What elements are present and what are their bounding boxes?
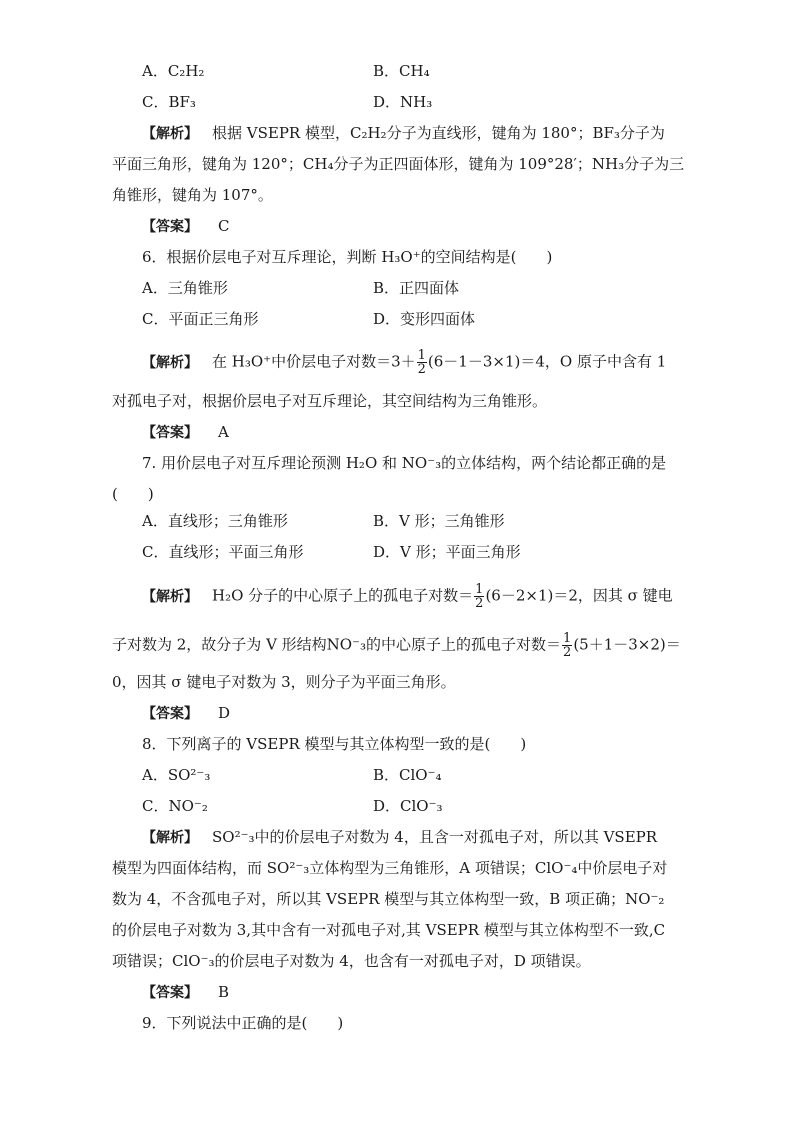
q8-analysis-line-2: 模型为四面体结构，而 SO²⁻₃立体构型为三角锥形，A 项错误；ClO⁻₄中价层电子对 (112, 859, 668, 877)
q5-option-a: A．C₂H₂ (142, 62, 205, 80)
q7-analysis-line-2: 子对数为 2，故分子为 V 形结构NO⁻₃的中心原子上的孤电子对数＝ $\frac{1}{2}$ (5＋1－3×2)＝ (112, 631, 681, 660)
q8-options-row-2 (142, 795, 702, 817)
q7-stem-line-2: ( ) (112, 485, 154, 503)
q7-analysis-line-1: 【解析】 H₂O 分子的中心原子上的孤电子对数＝ $\frac{1}{2}$ (6－2×1)＝2，因其 σ 键电 (142, 582, 673, 611)
q6-option-b: B．正四面体 (373, 279, 460, 297)
q8-analysis-line-1: 【解析】 SO²⁻₃中的价层电子对数为 4，且含一对孤电子对，所以其 VSEPR (142, 828, 658, 846)
q6-stem: 6．根据价层电子对互斥理论，判断 H₃O⁺的空间结构是( ) (142, 248, 553, 266)
q7-analysis-line-3: 0，因其 σ 键电子对数为 3，则分子为平面三角形。 (112, 673, 456, 691)
q7-options-row-2 (142, 541, 702, 563)
q5-options-row-1 (142, 60, 702, 82)
q7-option-b: B．V 形；三角锥形 (373, 512, 505, 530)
q7-answer: 【答案】 D (142, 704, 231, 722)
q8-analysis-line-4: 的价层电子对数为 3,其中含有一对孤电子对,其 VSEPR 模型与其立体构型不一致,C (112, 921, 666, 939)
q5-analysis-line-2: 平面三角形，键角为 120°；CH₄分子为正四面体形，键角为 109°28′；NH₃分子为三 (112, 155, 685, 173)
q6-options-row-2 (142, 308, 702, 330)
q7-stem-line-1: 7. 用价层电子对互斥理论预测 H₂O 和 NO⁻₃的立体结构，两个结论都正确的是 (142, 454, 667, 472)
q6-analysis-line-1: 【解析】 在 H₃O⁺中价层电子对数＝3＋ $\frac{1}{2}$ (6－1－3×1)＝4，O 原子中含有 1 (142, 348, 667, 377)
q7-option-c: C．直线形；平面三角形 (142, 543, 304, 561)
q8-option-c: C．NO⁻₂ (142, 797, 208, 815)
q8-option-a: A．SO²⁻₃ (142, 766, 211, 784)
q5-options-row-2 (142, 91, 702, 113)
q8-analysis-line-5: 项错误；ClO⁻₃的价层电子对数为 4，也含有一对孤电子对，D 项错误。 (112, 952, 591, 970)
q6-answer: 【答案】 A (142, 423, 229, 441)
fraction-one-half: $\frac{1}{2}$ (563, 631, 572, 660)
q5-option-b: B．CH₄ (373, 62, 430, 80)
q6-analysis-line-2: 对孤电子对，根据价层电子对互斥理论，其空间结构为三角锥形。 (112, 392, 548, 410)
q6-option-a: A．三角锥形 (142, 279, 228, 297)
q8-option-d: D．ClO⁻₃ (373, 797, 443, 815)
q6-options-row-1 (142, 277, 702, 299)
q8-options-row-1 (142, 764, 702, 786)
analysis-label: 【解析】 (142, 126, 198, 142)
q8-option-b: B．ClO⁻₄ (373, 766, 442, 784)
q8-analysis-line-3: 数为 4，不含孤电子对，所以其 VSEPR 模型与其立体构型一致，B 项正确；NO⁻₂ (112, 890, 665, 908)
q8-stem: 8．下列离子的 VSEPR 模型与其立体构型一致的是( ) (142, 735, 527, 753)
q5-answer: 【答案】 C (142, 217, 230, 235)
q5-analysis-line-3: 角锥形，键角为 107°。 (112, 186, 273, 204)
q7-option-a: A．直线形；三角锥形 (142, 512, 288, 530)
q7-option-d: D．V 形；平面三角形 (373, 543, 521, 561)
q5-option-d: D．NH₃ (373, 93, 433, 111)
fraction-one-half: $\frac{1}{2}$ (417, 348, 426, 377)
fraction-one-half: $\frac{1}{2}$ (475, 582, 484, 611)
q5-option-c: C．BF₃ (142, 93, 196, 111)
answer-label: 【答案】 (142, 219, 198, 235)
q6-option-d: D．变形四面体 (373, 310, 476, 328)
q5-analysis-line-1: 【解析】 根据 VSEPR 模型，C₂H₂分子为直线形，键角为 180°；BF₃分子为 (142, 124, 665, 142)
q6-option-c: C．平面正三角形 (142, 310, 259, 328)
q7-options-row-1 (142, 510, 702, 532)
q9-stem: 9．下列说法中正确的是( ) (142, 1014, 344, 1032)
q8-answer: 【答案】 B (142, 983, 230, 1001)
